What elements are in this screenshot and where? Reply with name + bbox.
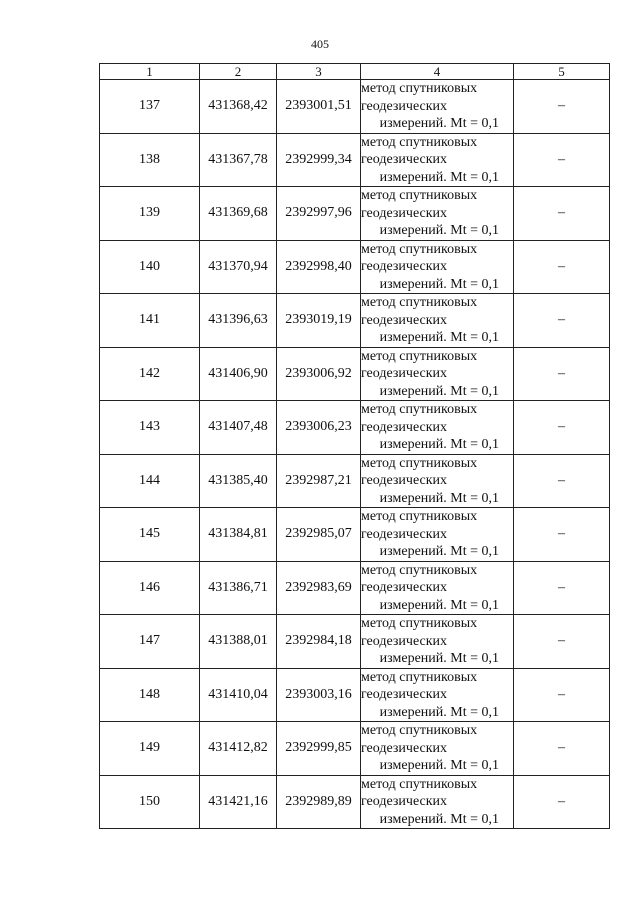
method-line: измерений. Mt = 0,1 [379, 651, 499, 666]
coordinate-x: 431406,90 [200, 347, 277, 401]
method-line: геодезических [361, 312, 448, 328]
method-description [361, 133, 514, 187]
method-line: геодезических [361, 259, 448, 274]
coordinate-x: 431396,63 [200, 294, 277, 348]
table-row [100, 722, 610, 776]
method-line: геодезических [361, 98, 448, 114]
note: – [514, 668, 610, 722]
coordinate-y: 2393019,19 [277, 294, 361, 348]
method-line: метод спутниковых [361, 188, 478, 203]
coordinate-x: 431407,48 [200, 401, 277, 455]
coordinate-x: 431388,01 [200, 615, 277, 669]
note: – [514, 133, 610, 187]
table-row [100, 187, 610, 241]
note: – [514, 508, 610, 562]
method-line: метод спутниковых [361, 295, 478, 310]
method-line: геодезических [361, 473, 448, 488]
method-line: геодезических [361, 366, 448, 381]
note: – [514, 240, 610, 294]
coordinate-y: 2392987,21 [277, 454, 361, 508]
point-number: 138 [100, 133, 200, 187]
method-line: метод спутниковых [361, 348, 478, 364]
note: – [514, 615, 610, 669]
coordinate-y: 2393001,51 [277, 80, 361, 134]
table-row [100, 615, 610, 669]
point-number: 140 [100, 240, 200, 294]
coordinate-x: 431368,42 [200, 80, 277, 134]
method-description [361, 347, 514, 401]
coordinate-y: 2392997,96 [277, 187, 361, 241]
method-line: измерений. Mt = 0,1 [379, 544, 499, 559]
coordinate-y: 2392984,18 [277, 615, 361, 669]
method-line: геодезических [361, 687, 448, 702]
column-header-3: 3 [277, 64, 361, 80]
coordinate-x: 431386,71 [200, 561, 277, 615]
column-header-5: 5 [514, 64, 610, 80]
method-description [361, 454, 514, 508]
table-row [100, 561, 610, 615]
coordinates-table [99, 63, 610, 829]
method-description [361, 561, 514, 615]
method-line: измерений. Mt = 0,1 [379, 169, 499, 185]
note: – [514, 187, 610, 241]
method-line: геодезических [361, 205, 448, 221]
method-description [361, 775, 514, 829]
table-row [100, 347, 610, 401]
method-line: метод спутниковых [361, 402, 478, 417]
coordinate-y: 2393006,92 [277, 347, 361, 401]
coordinate-x: 431384,81 [200, 508, 277, 562]
point-number: 145 [100, 508, 200, 562]
method-line: измерений. Mt = 0,1 [379, 383, 499, 399]
coordinate-y: 2393003,16 [277, 668, 361, 722]
table-row [100, 775, 610, 829]
method-line: метод спутниковых [361, 455, 478, 471]
method-line: измерений. Mt = 0,1 [379, 758, 499, 773]
point-number: 146 [100, 561, 200, 615]
coordinate-y: 2392999,85 [277, 722, 361, 776]
point-number: 147 [100, 615, 200, 669]
coordinate-x: 431370,94 [200, 240, 277, 294]
table-row [100, 454, 610, 508]
method-line: геодезических [361, 152, 448, 167]
method-description [361, 187, 514, 241]
method-description [361, 615, 514, 669]
method-line: измерений. Mt = 0,1 [379, 276, 499, 292]
method-line: метод спутниковых [361, 241, 478, 257]
column-header-1: 1 [100, 64, 200, 80]
method-line: измерений. Mt = 0,1 [379, 116, 499, 131]
method-line: геодезических [361, 526, 448, 542]
method-line: геодезических [361, 794, 448, 809]
method-line: измерений. Mt = 0,1 [379, 330, 499, 345]
coordinate-y: 2392999,34 [277, 133, 361, 187]
coordinate-y: 2392998,40 [277, 240, 361, 294]
note: – [514, 401, 610, 455]
note: – [514, 454, 610, 508]
method-description [361, 294, 514, 348]
table-row [100, 133, 610, 187]
note: – [514, 722, 610, 776]
table-row [100, 240, 610, 294]
method-line: метод спутниковых [361, 509, 478, 524]
method-line: метод спутниковых [361, 723, 478, 738]
point-number: 139 [100, 187, 200, 241]
method-line: измерений. Mt = 0,1 [379, 223, 499, 238]
method-line: метод спутниковых [361, 776, 478, 792]
method-description [361, 401, 514, 455]
table-row [100, 668, 610, 722]
method-line: метод спутниковых [361, 562, 478, 578]
coordinate-x: 431369,68 [200, 187, 277, 241]
coordinate-x: 431412,82 [200, 722, 277, 776]
note: – [514, 294, 610, 348]
table-row [100, 294, 610, 348]
note: – [514, 561, 610, 615]
coordinate-x: 431385,40 [200, 454, 277, 508]
note: – [514, 80, 610, 134]
method-line: метод спутниковых [361, 134, 478, 150]
method-line: измерений. Mt = 0,1 [379, 704, 499, 720]
method-description [361, 668, 514, 722]
method-line: измерений. Mt = 0,1 [379, 437, 499, 452]
method-line: геодезических [361, 580, 448, 595]
method-description [361, 508, 514, 562]
coordinate-y: 2392989,89 [277, 775, 361, 829]
column-header-2: 2 [200, 64, 277, 80]
point-number: 148 [100, 668, 200, 722]
method-line: измерений. Mt = 0,1 [379, 490, 499, 506]
table-row [100, 401, 610, 455]
method-line: измерений. Mt = 0,1 [379, 811, 499, 827]
coordinate-y: 2393006,23 [277, 401, 361, 455]
note: – [514, 775, 610, 829]
point-number: 149 [100, 722, 200, 776]
point-number: 142 [100, 347, 200, 401]
coordinate-x: 431367,78 [200, 133, 277, 187]
table-row [100, 80, 610, 134]
table-header-row [100, 64, 610, 80]
note: – [514, 347, 610, 401]
method-line: измерений. Mt = 0,1 [379, 597, 499, 613]
method-line: метод спутниковых [361, 81, 478, 96]
coordinate-y: 2392983,69 [277, 561, 361, 615]
method-line: метод спутниковых [361, 669, 478, 685]
point-number: 137 [100, 80, 200, 134]
coordinate-x: 431410,04 [200, 668, 277, 722]
method-line: метод спутниковых [361, 616, 478, 631]
point-number: 144 [100, 454, 200, 508]
method-description [361, 722, 514, 776]
coordinate-x: 431421,16 [200, 775, 277, 829]
method-line: геодезических [361, 419, 448, 435]
method-line: геодезических [361, 740, 448, 756]
method-description [361, 80, 514, 134]
point-number: 141 [100, 294, 200, 348]
point-number: 150 [100, 775, 200, 829]
column-header-4: 4 [361, 64, 514, 80]
point-number: 143 [100, 401, 200, 455]
page-number: 405 [311, 37, 329, 51]
table-row [100, 508, 610, 562]
method-line: геодезических [361, 633, 448, 649]
method-description [361, 240, 514, 294]
coordinate-y: 2392985,07 [277, 508, 361, 562]
